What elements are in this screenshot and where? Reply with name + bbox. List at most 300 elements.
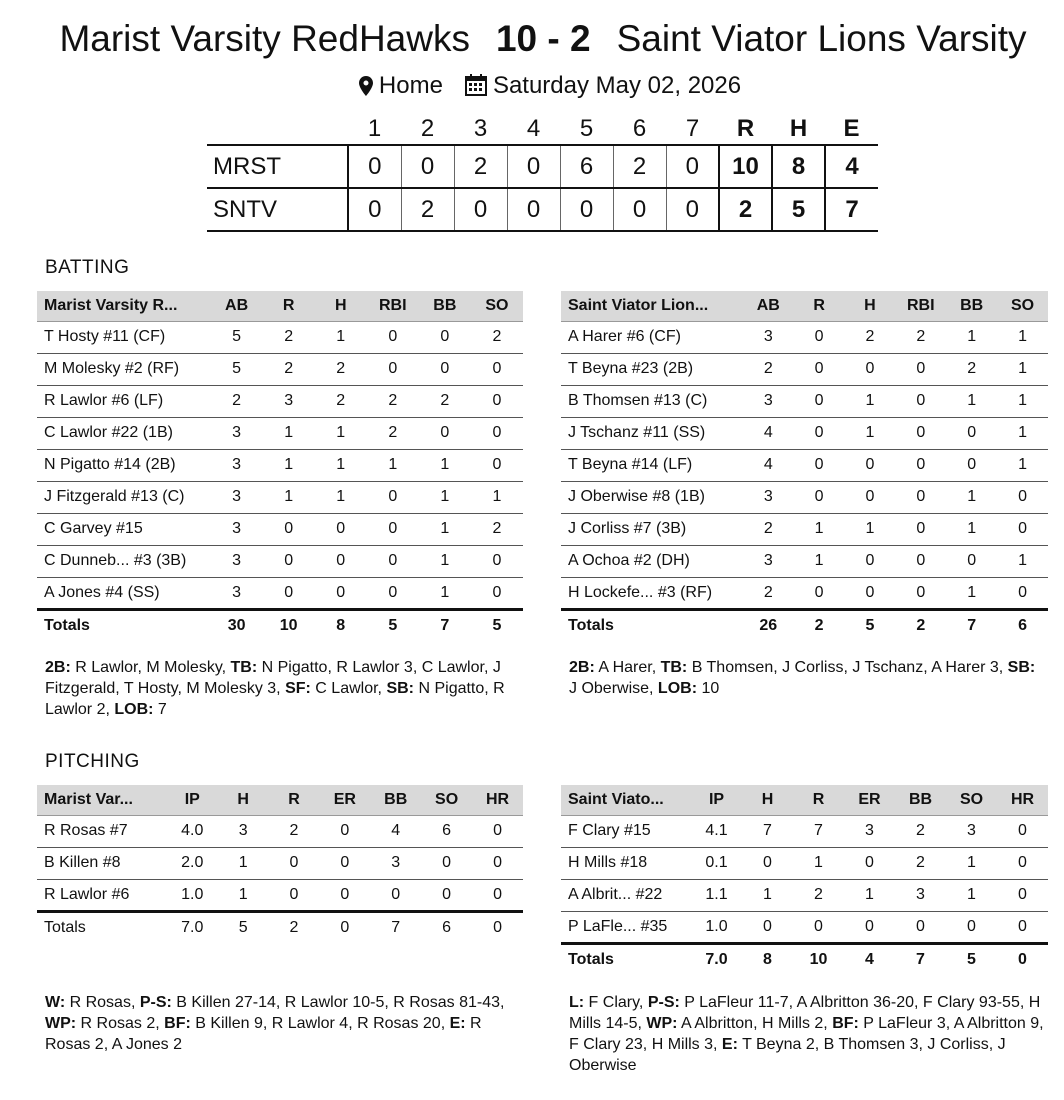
stat-value: 1 bbox=[218, 847, 269, 879]
inning-runs: 2 bbox=[613, 145, 666, 188]
stat-value: 0 bbox=[421, 879, 472, 911]
player-name: J Corliss #7 (3B) bbox=[561, 513, 743, 545]
total-value: 6 bbox=[997, 609, 1048, 641]
total-value: 5 bbox=[367, 609, 419, 641]
stat-column-header: SO bbox=[471, 291, 523, 321]
note-value: N Pigatto, R Lawlor 2, bbox=[45, 680, 505, 718]
stat-value: 0 bbox=[895, 385, 946, 417]
stat-value: 2 bbox=[315, 353, 367, 385]
pitching-section-label: PITCHING bbox=[45, 751, 140, 772]
stat-value: 0 bbox=[895, 513, 946, 545]
inning-header: 3 bbox=[473, 114, 488, 142]
team-column-header: Marist Varsity R... bbox=[37, 291, 211, 321]
stat-column-header: H bbox=[218, 785, 269, 815]
stat-value: 0 bbox=[997, 815, 1048, 847]
stat-value: 0 bbox=[472, 847, 523, 879]
stat-value: 0 bbox=[794, 321, 845, 353]
inning-header: 6 bbox=[632, 114, 647, 142]
stat-value: 3 bbox=[211, 481, 263, 513]
stat-value: 1 bbox=[793, 847, 844, 879]
away-pitching-notes bbox=[569, 992, 1049, 1076]
stat-value: 0 bbox=[471, 577, 523, 609]
inning-runs: 0 bbox=[348, 145, 401, 188]
note-key: LOB: bbox=[114, 701, 154, 718]
stat-column-header: BB bbox=[895, 785, 946, 815]
stat-value: 1 bbox=[845, 513, 896, 545]
note-key: BF: bbox=[164, 1015, 191, 1032]
inning-header: 4 bbox=[526, 114, 541, 142]
batting-row bbox=[37, 353, 523, 385]
note-value: A Albritton, H Mills 2, bbox=[677, 1015, 833, 1032]
stat-value: 1 bbox=[315, 321, 367, 353]
team-abbreviation: MRST bbox=[207, 145, 348, 188]
stat-value: 6 bbox=[421, 815, 472, 847]
pitching-totals-row bbox=[561, 943, 1048, 975]
batting-totals-row bbox=[37, 609, 523, 641]
stat-value: 1 bbox=[946, 481, 997, 513]
player-name: F Clary #15 bbox=[561, 815, 691, 847]
stat-value: 2 bbox=[946, 353, 997, 385]
stat-value: 0 bbox=[742, 847, 793, 879]
stat-value: 1 bbox=[946, 385, 997, 417]
away-team-name: Saint Viator Lions Varsity bbox=[616, 18, 1027, 59]
away-batting-table bbox=[561, 291, 1048, 641]
stat-column-header: RBI bbox=[367, 291, 419, 321]
stat-value: 0 bbox=[844, 911, 895, 943]
total-value: 10 bbox=[263, 609, 315, 641]
stat-value: 1 bbox=[997, 545, 1048, 577]
total-value: 5 bbox=[845, 609, 896, 641]
batting-header-row bbox=[37, 291, 523, 321]
inning-header: 7 bbox=[685, 114, 700, 142]
game-title bbox=[0, 18, 1064, 60]
stat-value: 2 bbox=[895, 321, 946, 353]
note-value: A Harer, bbox=[594, 659, 661, 676]
note-key: E: bbox=[721, 1036, 738, 1053]
stat-value: 2 bbox=[793, 879, 844, 911]
note-value: P LaFleur 11-7, A Albritton 36-20, F Clary 93-55, H Mills 14-5, bbox=[569, 994, 1041, 1032]
team-column-header: Marist Var... bbox=[37, 785, 167, 815]
stat-value: 0 bbox=[263, 577, 315, 609]
stat-value: 1 bbox=[946, 577, 997, 609]
player-name: H Lockefe... #3 (RF) bbox=[561, 577, 743, 609]
stat-value: 0 bbox=[794, 353, 845, 385]
stat-value: 3 bbox=[743, 321, 794, 353]
stat-value: 2 bbox=[743, 577, 794, 609]
totals-label: Totals bbox=[561, 943, 691, 975]
player-name: J Oberwise #8 (1B) bbox=[561, 481, 743, 513]
note-value: R Lawlor, M Molesky, bbox=[70, 659, 231, 676]
player-name: T Beyna #23 (2B) bbox=[561, 353, 743, 385]
stat-value: 0 bbox=[997, 513, 1048, 545]
totals-label: Totals bbox=[37, 609, 211, 641]
batting-header-row bbox=[561, 291, 1048, 321]
note-key: TB: bbox=[660, 659, 688, 676]
home-batting-notes bbox=[45, 657, 515, 720]
player-name: A Albrit... #22 bbox=[561, 879, 691, 911]
inning-runs: 0 bbox=[613, 188, 666, 231]
away-pitching-table bbox=[561, 785, 1048, 975]
total-value: 8 bbox=[742, 943, 793, 975]
stat-value: 3 bbox=[218, 815, 269, 847]
total-value: 7.0 bbox=[167, 911, 218, 943]
game-location: Home bbox=[378, 72, 443, 99]
stat-value: 0 bbox=[367, 481, 419, 513]
stat-value: 1 bbox=[946, 513, 997, 545]
pitching-row bbox=[37, 847, 523, 879]
player-name: R Rosas #7 bbox=[37, 815, 167, 847]
player-name: J Tschanz #11 (SS) bbox=[561, 417, 743, 449]
player-name: R Lawlor #6 (LF) bbox=[37, 385, 211, 417]
note-value: R Rosas 2, A Jones 2 bbox=[45, 1015, 482, 1053]
note-key: W: bbox=[45, 994, 66, 1011]
stat-value: 0 bbox=[269, 879, 320, 911]
player-name: J Fitzgerald #13 (C) bbox=[37, 481, 211, 513]
stat-column-header: BB bbox=[370, 785, 421, 815]
stat-value: 3 bbox=[211, 449, 263, 481]
note-key: P-S: bbox=[139, 994, 172, 1011]
stat-value: 0 bbox=[794, 417, 845, 449]
stat-value: 0 bbox=[845, 577, 896, 609]
stat-value: 3 bbox=[844, 815, 895, 847]
stat-value: 2 bbox=[263, 353, 315, 385]
stat-value: 0 bbox=[319, 847, 370, 879]
total-value: 10 bbox=[793, 943, 844, 975]
pitching-totals-row bbox=[37, 911, 523, 943]
inning-runs: 0 bbox=[401, 145, 454, 188]
stat-column-header: RBI bbox=[895, 291, 946, 321]
stat-value: 1 bbox=[367, 449, 419, 481]
batting-section-label: BATTING bbox=[45, 257, 130, 278]
stat-value: 1 bbox=[794, 513, 845, 545]
stat-value: 0 bbox=[742, 911, 793, 943]
player-name: A Harer #6 (CF) bbox=[561, 321, 743, 353]
stat-value: 0 bbox=[315, 577, 367, 609]
total-value: 0 bbox=[472, 911, 523, 943]
stat-value: 0 bbox=[471, 417, 523, 449]
batting-row bbox=[37, 321, 523, 353]
batting-row bbox=[561, 513, 1048, 545]
line-score-header-row bbox=[207, 113, 878, 145]
pitching-row bbox=[561, 911, 1048, 943]
totals-label: Totals bbox=[37, 911, 167, 943]
stat-column-header: ER bbox=[844, 785, 895, 815]
stat-value: 4.1 bbox=[691, 815, 742, 847]
batting-row bbox=[561, 417, 1048, 449]
stat-value: 2 bbox=[471, 513, 523, 545]
stat-value: 0 bbox=[997, 911, 1048, 943]
home-pitching-table bbox=[37, 785, 523, 943]
pitching-header-row bbox=[37, 785, 523, 815]
stat-value: 3 bbox=[370, 847, 421, 879]
batting-row bbox=[37, 481, 523, 513]
player-name: C Lawlor #22 (1B) bbox=[37, 417, 211, 449]
note-value: P LaFleur 3, A Albritton 9, F Clary 23, H Mills 3, bbox=[569, 1015, 1044, 1053]
stat-value: 0 bbox=[844, 847, 895, 879]
note-key: WP: bbox=[45, 1015, 77, 1032]
note-key: SF: bbox=[285, 680, 311, 697]
pitching-row bbox=[37, 815, 523, 847]
total-value: 4 bbox=[844, 943, 895, 975]
line-score-row bbox=[207, 188, 878, 231]
stat-column-header: SO bbox=[421, 785, 472, 815]
stat-value: 0 bbox=[895, 449, 946, 481]
pitching-row bbox=[561, 847, 1048, 879]
inning-runs: 0 bbox=[348, 188, 401, 231]
note-value: C Lawlor, bbox=[310, 680, 387, 697]
total-value: 7.0 bbox=[691, 943, 742, 975]
inning-runs: 6 bbox=[560, 145, 613, 188]
stat-value: 2 bbox=[743, 353, 794, 385]
inning-runs: 2 bbox=[401, 188, 454, 231]
stat-value: 0 bbox=[471, 353, 523, 385]
stat-value: 0 bbox=[895, 481, 946, 513]
stat-value: 0.1 bbox=[691, 847, 742, 879]
note-value: F Clary, bbox=[584, 994, 648, 1011]
batting-row bbox=[37, 417, 523, 449]
home-batting-table bbox=[37, 291, 523, 641]
stat-value: 0 bbox=[845, 449, 896, 481]
stat-column-header: H bbox=[845, 291, 896, 321]
note-value: J Oberwise, bbox=[569, 680, 658, 697]
stat-value: 1 bbox=[997, 449, 1048, 481]
batting-row bbox=[37, 577, 523, 609]
stat-value: 0 bbox=[946, 417, 997, 449]
pitching-header-row bbox=[561, 785, 1048, 815]
stat-value: 1 bbox=[845, 385, 896, 417]
stat-column-header: SO bbox=[997, 291, 1048, 321]
team-column-header: Saint Viator Lion... bbox=[561, 291, 743, 321]
stat-value: 3 bbox=[946, 815, 997, 847]
stat-value: 2 bbox=[895, 847, 946, 879]
player-name: B Thomsen #13 (C) bbox=[561, 385, 743, 417]
stat-value: 0 bbox=[319, 815, 370, 847]
total-value: 2 bbox=[269, 911, 320, 943]
stat-value: 1 bbox=[742, 879, 793, 911]
stat-value: 0 bbox=[263, 545, 315, 577]
stat-value: 2 bbox=[845, 321, 896, 353]
stat-value: 0 bbox=[315, 513, 367, 545]
stat-value: 1 bbox=[946, 879, 997, 911]
total-value: 0 bbox=[997, 943, 1048, 975]
batting-row bbox=[561, 545, 1048, 577]
home-pitching-notes bbox=[45, 992, 530, 1055]
stat-column-header: IP bbox=[691, 785, 742, 815]
team-abbreviation: SNTV bbox=[207, 188, 348, 231]
stat-value: 1 bbox=[419, 577, 471, 609]
stat-value: 0 bbox=[472, 879, 523, 911]
inning-header: 2 bbox=[420, 114, 435, 142]
note-value: R Rosas 2, bbox=[76, 1015, 165, 1032]
stat-column-header: BB bbox=[419, 291, 471, 321]
stat-value: 0 bbox=[263, 513, 315, 545]
stat-value: 1 bbox=[315, 481, 367, 513]
stat-value: 3 bbox=[743, 481, 794, 513]
line-score-total: 8 bbox=[772, 145, 825, 188]
total-value: 6 bbox=[421, 911, 472, 943]
stat-value: 0 bbox=[895, 417, 946, 449]
total-value: 2 bbox=[794, 609, 845, 641]
stat-value: 1 bbox=[263, 417, 315, 449]
stat-value: 0 bbox=[997, 879, 1048, 911]
batting-row bbox=[37, 385, 523, 417]
stat-column-header: HR bbox=[472, 785, 523, 815]
final-score: 10 - 2 bbox=[495, 18, 591, 59]
stat-value: 1 bbox=[218, 879, 269, 911]
stat-value: 0 bbox=[895, 353, 946, 385]
inning-header: 1 bbox=[367, 114, 382, 142]
stat-value: 0 bbox=[471, 449, 523, 481]
total-value: 2 bbox=[895, 609, 946, 641]
stat-value: 0 bbox=[367, 577, 419, 609]
stat-value: 2 bbox=[315, 385, 367, 417]
batting-row bbox=[561, 353, 1048, 385]
player-name: P LaFle... #35 bbox=[561, 911, 691, 943]
stat-value: 0 bbox=[794, 481, 845, 513]
total-value: 5 bbox=[218, 911, 269, 943]
line-score-total: 2 bbox=[719, 188, 772, 231]
player-name: A Ochoa #2 (DH) bbox=[561, 545, 743, 577]
stat-column-header: HR bbox=[997, 785, 1048, 815]
inning-runs: 0 bbox=[507, 188, 560, 231]
stat-value: 1 bbox=[419, 545, 471, 577]
stat-value: 1 bbox=[419, 481, 471, 513]
stat-value: 0 bbox=[419, 321, 471, 353]
inning-runs: 0 bbox=[560, 188, 613, 231]
stat-column-header: R bbox=[793, 785, 844, 815]
stat-value: 1 bbox=[315, 449, 367, 481]
stat-value: 3 bbox=[743, 545, 794, 577]
stat-value: 2 bbox=[211, 385, 263, 417]
errors-header: E bbox=[843, 114, 860, 142]
stat-value: 1 bbox=[263, 481, 315, 513]
stat-value: 7 bbox=[742, 815, 793, 847]
totals-label: Totals bbox=[561, 609, 743, 641]
stat-value: 2 bbox=[263, 321, 315, 353]
player-name: B Killen #8 bbox=[37, 847, 167, 879]
team-column-header: Saint Viato... bbox=[561, 785, 691, 815]
stat-value: 1 bbox=[845, 417, 896, 449]
stat-value: 1 bbox=[997, 417, 1048, 449]
stat-value: 3 bbox=[211, 417, 263, 449]
inning-runs: 0 bbox=[507, 145, 560, 188]
stat-column-header: BB bbox=[946, 291, 997, 321]
stat-value: 2 bbox=[895, 815, 946, 847]
stat-value: 0 bbox=[419, 417, 471, 449]
stat-value: 0 bbox=[472, 815, 523, 847]
batting-row bbox=[37, 449, 523, 481]
player-name: T Hosty #11 (CF) bbox=[37, 321, 211, 353]
batting-row bbox=[561, 321, 1048, 353]
note-value: B Killen 27-14, R Lawlor 10-5, R Rosas 81-43, bbox=[171, 994, 505, 1011]
stat-value: 1.1 bbox=[691, 879, 742, 911]
stat-value: 0 bbox=[946, 545, 997, 577]
away-batting-notes bbox=[569, 657, 1039, 699]
stat-value: 5 bbox=[211, 321, 263, 353]
stat-column-header: R bbox=[269, 785, 320, 815]
stat-value: 1 bbox=[997, 321, 1048, 353]
stat-value: 1 bbox=[946, 321, 997, 353]
note-value: N Pigatto, R Lawlor 3, C Lawlor, J Fitzgerald, T Hosty, M Molesky 3, bbox=[45, 659, 501, 697]
note-value: 10 bbox=[697, 680, 720, 697]
note-key: P-S: bbox=[647, 994, 680, 1011]
game-info bbox=[0, 72, 1064, 100]
line-score-table bbox=[207, 113, 878, 232]
hits-header: H bbox=[789, 114, 808, 142]
stat-column-header: R bbox=[263, 291, 315, 321]
stat-value: 0 bbox=[471, 545, 523, 577]
stat-value: 2.0 bbox=[167, 847, 218, 879]
stat-value: 2 bbox=[419, 385, 471, 417]
note-key: WP: bbox=[646, 1015, 678, 1032]
stat-value: 3 bbox=[211, 513, 263, 545]
batting-row bbox=[37, 513, 523, 545]
stat-value: 4 bbox=[743, 417, 794, 449]
stat-value: 3 bbox=[263, 385, 315, 417]
stat-value: 2 bbox=[367, 385, 419, 417]
player-name: N Pigatto #14 (2B) bbox=[37, 449, 211, 481]
game-date: Saturday May 02, 2026 bbox=[492, 72, 742, 99]
note-key: L: bbox=[569, 994, 585, 1011]
note-key: SB: bbox=[1007, 659, 1036, 676]
stat-value: 3 bbox=[211, 545, 263, 577]
batting-totals-row bbox=[561, 609, 1048, 641]
stat-value: 0 bbox=[845, 481, 896, 513]
stat-value: 7 bbox=[793, 815, 844, 847]
line-score-total: 7 bbox=[825, 188, 878, 231]
line-score-total: 10 bbox=[719, 145, 772, 188]
stat-value: 1 bbox=[844, 879, 895, 911]
note-key: BF: bbox=[832, 1015, 859, 1032]
line-score-row bbox=[207, 145, 878, 188]
note-key: 2B: bbox=[569, 659, 595, 676]
player-name: H Mills #18 bbox=[561, 847, 691, 879]
inning-runs: 0 bbox=[666, 145, 719, 188]
player-name: M Molesky #2 (RF) bbox=[37, 353, 211, 385]
line-score-total: 4 bbox=[825, 145, 878, 188]
stat-value: 0 bbox=[845, 545, 896, 577]
map-pin-icon bbox=[359, 76, 373, 96]
total-value: 7 bbox=[895, 943, 946, 975]
stat-value: 0 bbox=[367, 545, 419, 577]
player-name: A Jones #4 (SS) bbox=[37, 577, 211, 609]
stat-value: 0 bbox=[370, 879, 421, 911]
stat-value: 1 bbox=[997, 353, 1048, 385]
stat-column-header: SO bbox=[946, 785, 997, 815]
stat-value: 1 bbox=[315, 417, 367, 449]
stat-value: 0 bbox=[997, 481, 1048, 513]
batting-row bbox=[561, 449, 1048, 481]
stat-column-header: H bbox=[315, 291, 367, 321]
runs-header: R bbox=[736, 114, 755, 142]
stat-value: 0 bbox=[946, 449, 997, 481]
stat-value: 0 bbox=[895, 577, 946, 609]
stat-value: 3 bbox=[743, 385, 794, 417]
pitching-row bbox=[561, 879, 1048, 911]
stat-value: 3 bbox=[895, 879, 946, 911]
stat-value: 0 bbox=[367, 353, 419, 385]
stat-value: 2 bbox=[743, 513, 794, 545]
note-key: 2B: bbox=[45, 659, 71, 676]
pitching-row bbox=[561, 815, 1048, 847]
stat-value: 0 bbox=[419, 353, 471, 385]
stat-value: 5 bbox=[211, 353, 263, 385]
batting-row bbox=[37, 545, 523, 577]
total-value: 5 bbox=[946, 943, 997, 975]
batting-row bbox=[561, 481, 1048, 513]
stat-value: 4.0 bbox=[167, 815, 218, 847]
stat-value: 0 bbox=[794, 577, 845, 609]
